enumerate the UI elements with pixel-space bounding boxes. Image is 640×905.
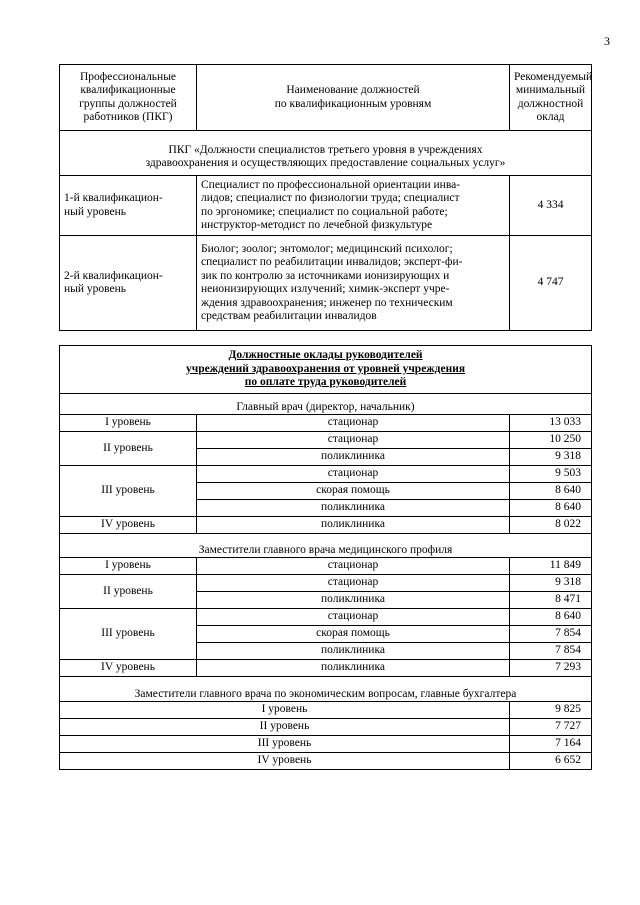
salary-value: 7 164 xyxy=(510,736,592,753)
position-line: Специалист по профессиональной ориентации инва- xyxy=(201,178,461,191)
table-row xyxy=(60,660,592,677)
position-line: средствам реабилитации инвалидов xyxy=(201,310,377,322)
section-title-row xyxy=(60,394,592,415)
institution-type: поликлиника xyxy=(197,500,510,517)
position-line: по эргономике; специалист по социальной работе; xyxy=(201,205,448,218)
institution-type: стационар xyxy=(197,575,510,592)
header-salary-column xyxy=(510,65,592,131)
level-cell: IV уровень xyxy=(60,660,197,677)
salary-value: 8 471 xyxy=(510,592,592,609)
level-cell: IV уровень xyxy=(60,517,197,534)
position-line: ждения здравоохранения; инженер по техническим xyxy=(201,296,453,309)
institution-type: поликлиника xyxy=(197,592,510,609)
level-cell: II уровень xyxy=(60,432,197,466)
institution-type: поликлиника xyxy=(197,643,510,660)
title-line: Должностные оклады руководителей xyxy=(228,349,423,362)
level-cell: I уровень xyxy=(60,558,197,575)
header-line: группы должностей xyxy=(79,97,177,110)
salary-value: 4 334 xyxy=(510,176,592,236)
salary-value: 7 854 xyxy=(510,626,592,643)
group-title-line: ПКГ «Должности специалистов третьего уровня в учреждениях xyxy=(168,143,483,156)
institution-type: стационар xyxy=(197,609,510,626)
salary-value: 7 293 xyxy=(510,660,592,677)
header-line: работников (ПКГ) xyxy=(83,111,173,123)
salary-value: 9 825 xyxy=(510,702,592,719)
salary-value: 13 033 xyxy=(510,415,592,432)
table-row xyxy=(60,466,592,483)
salary-value: 8 640 xyxy=(510,609,592,626)
heads-salary-table xyxy=(59,345,592,770)
institution-type: стационар xyxy=(197,558,510,575)
header-line: Профессиональные xyxy=(79,70,177,83)
salary-value: 8 640 xyxy=(510,483,592,500)
position-line: специалист по реабилитации инвалидов; эксперт-фи- xyxy=(201,256,463,268)
level-cell: II уровень xyxy=(60,719,510,736)
level-line: 2-й квалификацион- xyxy=(64,269,163,282)
section-title-row xyxy=(60,534,592,558)
institution-type: стационар xyxy=(197,415,510,432)
pkg-header-row xyxy=(60,65,592,131)
level-line: 1-й квалификацион- xyxy=(64,192,163,204)
institution-type: поликлиника xyxy=(197,660,510,677)
level-line: ный уровень xyxy=(64,283,127,295)
salary-value: 9 318 xyxy=(510,449,592,466)
header-line: квалификационные xyxy=(80,84,176,96)
title-line: учреждений здравоохранения от уровней учреждения xyxy=(185,362,466,375)
table-row xyxy=(60,176,592,236)
section-title-row xyxy=(60,677,592,702)
header-line: по квалификационным уровням xyxy=(274,97,432,110)
position-list xyxy=(197,236,510,331)
section-title-chief: Главный врач (директор, начальник) xyxy=(60,394,592,415)
salary-value: 8 022 xyxy=(510,517,592,534)
table-row xyxy=(60,702,592,719)
table-row xyxy=(60,236,592,331)
position-line: Биолог; зоолог; энтомолог; медицинский психолог; xyxy=(201,242,453,255)
salary-value: 11 849 xyxy=(510,558,592,575)
header-line: Рекомендуемый xyxy=(514,70,593,83)
institution-type: поликлиника xyxy=(197,449,510,466)
section-title-deputies: Заместители главного врача медицинского профиля xyxy=(60,534,592,558)
salary-value: 7 727 xyxy=(510,719,592,736)
header-line: минимальный xyxy=(515,84,586,96)
table-row xyxy=(60,415,592,432)
level-line: ный уровень xyxy=(64,205,127,218)
position-line: инструктор-методист по лечебной физкультуре xyxy=(201,219,433,231)
section-title-economic: Заместители главного врача по экономическим вопросам, главные бухгалтера xyxy=(60,677,592,702)
header-line: Наименование должностей xyxy=(286,84,420,96)
salary-value: 9 318 xyxy=(510,575,592,592)
table-row xyxy=(60,517,592,534)
position-line: лидов; специалист по физиологии труда; специалист xyxy=(201,192,460,204)
table-row xyxy=(60,609,592,626)
table-row xyxy=(60,719,592,736)
institution-type: скорая помощь xyxy=(197,483,510,500)
level-cell: I уровень xyxy=(60,702,510,719)
pkg-group-title-row xyxy=(60,131,592,176)
salary-value: 7 854 xyxy=(510,643,592,660)
salary-value: 4 747 xyxy=(510,236,592,331)
level-cell: III уровень xyxy=(60,609,197,660)
table-row xyxy=(60,558,592,575)
position-line: зик по контролю за источниками ионизирующих и xyxy=(201,269,450,282)
group-title-line: здравоохранения и осуществляющих предоставление социальных услуг» xyxy=(145,157,506,169)
table-row xyxy=(60,575,592,592)
heads-title-row xyxy=(60,346,592,394)
level-cell: I уровень xyxy=(60,415,197,432)
table-row xyxy=(60,432,592,449)
institution-type: поликлиника xyxy=(197,517,510,534)
level-cell: II уровень xyxy=(60,575,197,609)
table-row xyxy=(60,753,592,770)
title-line: по оплате труда руководителей xyxy=(244,376,407,389)
header-pkg-column xyxy=(60,65,197,131)
salary-value: 10 250 xyxy=(510,432,592,449)
institution-type: стационар xyxy=(197,432,510,449)
institution-type: стационар xyxy=(197,466,510,483)
header-line: оклад xyxy=(536,111,565,123)
heads-table-title xyxy=(60,346,592,394)
salary-value: 9 503 xyxy=(510,466,592,483)
qualification-level xyxy=(60,176,197,236)
header-positions-column xyxy=(197,65,510,131)
level-cell: III уровень xyxy=(60,466,197,517)
position-line: неионизирующих излучений; химик-эксперт учре- xyxy=(201,283,450,295)
level-cell: IV уровень xyxy=(60,753,510,770)
position-list xyxy=(197,176,510,236)
pkg-salary-table xyxy=(59,64,592,331)
institution-type: скорая помощь xyxy=(197,626,510,643)
pkg-group-title xyxy=(60,131,592,176)
page-number: 3 xyxy=(604,34,610,48)
salary-value: 8 640 xyxy=(510,500,592,517)
table-row xyxy=(60,736,592,753)
header-line: должностной xyxy=(517,97,584,110)
salary-value: 6 652 xyxy=(510,753,592,770)
qualification-level xyxy=(60,236,197,331)
level-cell: III уровень xyxy=(60,736,510,753)
